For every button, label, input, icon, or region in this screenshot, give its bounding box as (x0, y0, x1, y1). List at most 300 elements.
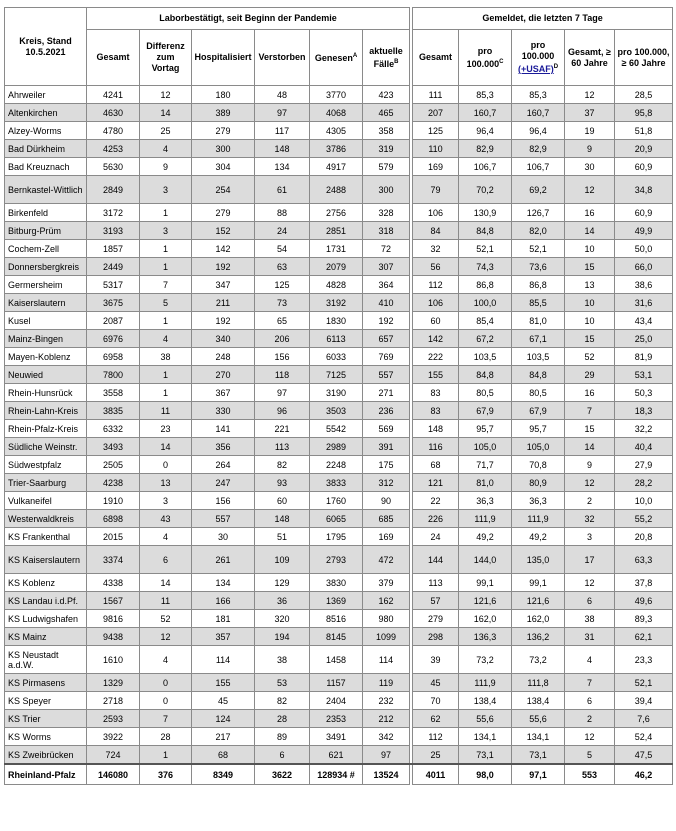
table-row (5, 746, 673, 765)
kreis-name-cell: Rhein-Pfalz-Kreis (5, 420, 87, 438)
table-row (5, 646, 673, 674)
value-cell: 12 (565, 574, 615, 592)
value-cell: 12 (565, 176, 615, 204)
value-cell: 61 (255, 176, 310, 204)
value-cell: 71,7 (459, 456, 512, 474)
value-cell: 300 (363, 176, 410, 204)
table-row (5, 140, 673, 158)
value-cell: 4 (140, 528, 192, 546)
value-cell: 3493 (87, 438, 140, 456)
value-cell: 141 (192, 420, 255, 438)
value-cell: 4 (565, 646, 615, 674)
value-cell: 1 (140, 384, 192, 402)
value-cell: 70 (413, 692, 459, 710)
table-row (5, 294, 673, 312)
value-cell: 121 (413, 474, 459, 492)
value-cell: 51 (255, 528, 310, 546)
value-cell: 103,5 (459, 348, 512, 366)
total-row (5, 764, 673, 785)
value-cell: 7 (565, 402, 615, 420)
value-cell: 37,8 (615, 574, 673, 592)
col-header-genesen: Genesen$^A$ (310, 30, 363, 86)
value-cell: 0 (140, 692, 192, 710)
value-cell: 34,8 (615, 176, 673, 204)
value-cell: 38 (255, 646, 310, 674)
value-cell: 23 (140, 420, 192, 438)
value-cell: 73,6 (512, 258, 565, 276)
value-cell: 49,2 (459, 528, 512, 546)
value-cell: 112 (413, 728, 459, 746)
value-cell: 1099 (363, 628, 410, 646)
value-cell: 4238 (87, 474, 140, 492)
value-cell: 106,7 (459, 158, 512, 176)
value-cell: 63,3 (615, 546, 673, 574)
value-cell: 7,6 (615, 710, 673, 728)
value-cell: 36,3 (459, 492, 512, 510)
kreis-name-cell: KS Koblenz (5, 574, 87, 592)
value-cell: 89,3 (615, 610, 673, 628)
value-cell: 261 (192, 546, 255, 574)
value-cell: 54 (255, 240, 310, 258)
value-cell: 52,1 (512, 240, 565, 258)
value-cell: 1 (140, 312, 192, 330)
table-row (5, 438, 673, 456)
value-cell: 24 (255, 222, 310, 240)
value-cell: 1369 (310, 592, 363, 610)
value-cell: 7 (140, 276, 192, 294)
value-cell: 579 (363, 158, 410, 176)
value-cell: 2449 (87, 258, 140, 276)
kreis-name-cell: Mainz-Bingen (5, 330, 87, 348)
value-cell: 279 (192, 204, 255, 222)
value-cell: 1329 (87, 674, 140, 692)
kreis-name-cell: KS Mainz (5, 628, 87, 646)
value-cell: 160,7 (459, 104, 512, 122)
value-cell: 116 (413, 438, 459, 456)
value-cell: 136,2 (512, 628, 565, 646)
value-cell: 6976 (87, 330, 140, 348)
value-cell: 3833 (310, 474, 363, 492)
value-cell: 97,1 (512, 764, 565, 785)
kreis-name-cell: Südliche Weinstr. (5, 438, 87, 456)
value-cell: 68 (192, 746, 255, 765)
table-row (5, 222, 673, 240)
value-cell: 79 (413, 176, 459, 204)
table-row (5, 420, 673, 438)
value-cell: 119 (363, 674, 410, 692)
value-cell: 97 (255, 384, 310, 402)
value-cell: 1760 (310, 492, 363, 510)
value-cell: 340 (192, 330, 255, 348)
value-cell: 6898 (87, 510, 140, 528)
value-cell: 279 (413, 610, 459, 628)
value-cell: 221 (255, 420, 310, 438)
table-row (5, 592, 673, 610)
value-cell: 28,5 (615, 86, 673, 104)
value-cell: 57 (413, 592, 459, 610)
value-cell: 105,0 (512, 438, 565, 456)
value-cell: 4305 (310, 122, 363, 140)
value-cell: 52,1 (459, 240, 512, 258)
kreis-name-cell: Alzey-Worms (5, 122, 87, 140)
kreis-name-cell: Birkenfeld (5, 204, 87, 222)
value-cell: 27,9 (615, 456, 673, 474)
value-cell: 66,0 (615, 258, 673, 276)
kreis-name-cell: Donnersbergkreis (5, 258, 87, 276)
value-cell: 318 (363, 222, 410, 240)
value-cell: 175 (363, 456, 410, 474)
value-cell: 20,9 (615, 140, 673, 158)
value-cell: 3835 (87, 402, 140, 420)
value-cell: 5 (140, 294, 192, 312)
value-cell: 181 (192, 610, 255, 628)
value-cell: 304 (192, 158, 255, 176)
value-cell: 70,8 (512, 456, 565, 474)
value-cell: 3374 (87, 546, 140, 574)
value-cell: 557 (192, 510, 255, 528)
value-cell: 270 (192, 366, 255, 384)
value-cell: 121,6 (512, 592, 565, 610)
value-cell: 980 (363, 610, 410, 628)
value-cell: 6332 (87, 420, 140, 438)
value-cell: 110 (413, 140, 459, 158)
value-cell: 3172 (87, 204, 140, 222)
value-cell: 376 (140, 764, 192, 785)
value-cell: 4828 (310, 276, 363, 294)
value-cell: 4241 (87, 86, 140, 104)
kreis-name-cell: KS Landau i.d.Pf. (5, 592, 87, 610)
value-cell: 121,6 (459, 592, 512, 610)
table-row (5, 312, 673, 330)
value-cell: 169 (413, 158, 459, 176)
value-cell: 2404 (310, 692, 363, 710)
value-cell: 3 (565, 528, 615, 546)
value-cell: 83 (413, 402, 459, 420)
table-row (5, 276, 673, 294)
value-cell: 38,6 (615, 276, 673, 294)
kreis-name-cell: Südwestpfalz (5, 456, 87, 474)
value-cell: 410 (363, 294, 410, 312)
value-cell: 2 (565, 710, 615, 728)
value-cell: 6033 (310, 348, 363, 366)
col-header-pro-100000-60-jahre: pro 100.000, ≥ 60 Jahre (615, 30, 673, 86)
value-cell: 73 (255, 294, 310, 312)
col-header-gesamt: Gesamt (87, 30, 140, 86)
value-cell: 97 (363, 746, 410, 765)
kreis-name-cell: Rheinland-Pfalz (5, 764, 87, 785)
value-cell: 45 (192, 692, 255, 710)
value-cell: 50,3 (615, 384, 673, 402)
value-cell: 10,0 (615, 492, 673, 510)
value-cell: 152 (192, 222, 255, 240)
value-cell: 28 (255, 710, 310, 728)
value-cell: 3922 (87, 728, 140, 746)
value-cell: 279 (192, 122, 255, 140)
value-cell: 95,7 (459, 420, 512, 438)
value-cell: 148 (255, 140, 310, 158)
value-cell: 15 (565, 258, 615, 276)
value-cell: 169 (363, 528, 410, 546)
table-row (5, 258, 673, 276)
value-cell: 320 (255, 610, 310, 628)
kreis-name-cell: KS Trier (5, 710, 87, 728)
value-cell: 1731 (310, 240, 363, 258)
value-cell: 1795 (310, 528, 363, 546)
value-cell: 247 (192, 474, 255, 492)
value-cell: 65 (255, 312, 310, 330)
value-cell: 192 (192, 258, 255, 276)
value-cell: 13 (565, 276, 615, 294)
kreis-name-cell: Bernkastel-Wittlich (5, 176, 87, 204)
value-cell: 53 (255, 674, 310, 692)
value-cell: 25 (413, 746, 459, 765)
value-cell: 73,2 (512, 646, 565, 674)
value-cell: 192 (363, 312, 410, 330)
value-cell: 1 (140, 258, 192, 276)
value-cell: 32,2 (615, 420, 673, 438)
value-cell: 144,0 (459, 546, 512, 574)
value-cell: 2488 (310, 176, 363, 204)
value-cell: 391 (363, 438, 410, 456)
value-cell: 48 (255, 86, 310, 104)
value-cell: 69,2 (512, 176, 565, 204)
value-cell: 52,1 (615, 674, 673, 692)
value-cell: 25,0 (615, 330, 673, 348)
value-cell: 2793 (310, 546, 363, 574)
table-row (5, 492, 673, 510)
value-cell: 2353 (310, 710, 363, 728)
value-cell: 160,7 (512, 104, 565, 122)
value-cell: 85,4 (459, 312, 512, 330)
group-header-gemeldet-7-tage: Gemeldet, die letzten 7 Tage (413, 8, 673, 30)
value-cell: 125 (255, 276, 310, 294)
value-cell: 126,7 (512, 204, 565, 222)
value-cell: 62 (413, 710, 459, 728)
value-cell: 82,0 (512, 222, 565, 240)
value-cell: 6 (140, 546, 192, 574)
value-cell: 36,3 (512, 492, 565, 510)
value-cell: 40,4 (615, 438, 673, 456)
value-cell: 9 (140, 158, 192, 176)
value-cell: 12 (565, 86, 615, 104)
table-row (5, 176, 673, 204)
value-cell: 60,9 (615, 158, 673, 176)
value-cell: 80,5 (512, 384, 565, 402)
table-row (5, 348, 673, 366)
value-cell: 2989 (310, 438, 363, 456)
value-cell: 212 (363, 710, 410, 728)
value-cell: 80,9 (512, 474, 565, 492)
value-cell: 84 (413, 222, 459, 240)
value-cell: 657 (363, 330, 410, 348)
value-cell: 1458 (310, 646, 363, 674)
value-cell: 99,1 (512, 574, 565, 592)
value-cell: 3193 (87, 222, 140, 240)
value-cell: 557 (363, 366, 410, 384)
value-cell: 1 (140, 204, 192, 222)
value-cell: 39,4 (615, 692, 673, 710)
value-cell: 9 (565, 140, 615, 158)
kreis-name-cell: Ahrweiler (5, 86, 87, 104)
value-cell: 148 (413, 420, 459, 438)
value-cell: 3622 (255, 764, 310, 785)
value-cell: 106,7 (512, 158, 565, 176)
table-row (5, 510, 673, 528)
value-cell: 1 (140, 366, 192, 384)
value-cell: 142 (413, 330, 459, 348)
table-row (5, 384, 673, 402)
table-row (5, 240, 673, 258)
value-cell: 5317 (87, 276, 140, 294)
value-cell: 3 (140, 492, 192, 510)
kreis-name-cell: Kusel (5, 312, 87, 330)
value-cell: 55,6 (512, 710, 565, 728)
value-cell: 11 (140, 592, 192, 610)
value-cell: 14 (565, 222, 615, 240)
col-header-pro-100000-usaf: pro 100.000 (+USAF)$^D$ (512, 30, 565, 86)
value-cell: 25 (140, 122, 192, 140)
table-row (5, 122, 673, 140)
kreis-name-cell: Bad Dürkheim (5, 140, 87, 158)
value-cell: 36 (255, 592, 310, 610)
value-cell: 472 (363, 546, 410, 574)
value-cell: 6113 (310, 330, 363, 348)
value-cell: 62,1 (615, 628, 673, 646)
value-cell: 97 (255, 104, 310, 122)
table-row (5, 456, 673, 474)
value-cell: 96,4 (512, 122, 565, 140)
col-header-pro-100000: pro $100.000^C$ (459, 30, 512, 86)
group-header-laborbestaetigt: Laborbestätigt, seit Beginn der Pandemie (87, 8, 410, 30)
value-cell: 46,2 (615, 764, 673, 785)
value-cell: 312 (363, 474, 410, 492)
value-cell: 2718 (87, 692, 140, 710)
value-cell: 113 (255, 438, 310, 456)
value-cell: 298 (413, 628, 459, 646)
value-cell: 28 (140, 728, 192, 746)
value-cell: 47,5 (615, 746, 673, 765)
value-cell: 90 (363, 492, 410, 510)
value-cell: 207 (413, 104, 459, 122)
value-cell: 8349 (192, 764, 255, 785)
value-cell: 4338 (87, 574, 140, 592)
value-cell: 14 (140, 438, 192, 456)
value-cell: 112 (413, 276, 459, 294)
value-cell: 85,3 (512, 86, 565, 104)
value-cell: 96,4 (459, 122, 512, 140)
table-row (5, 204, 673, 222)
value-cell: 43,4 (615, 312, 673, 330)
value-cell: 4 (140, 330, 192, 348)
value-cell: 357 (192, 628, 255, 646)
value-cell: 100,0 (459, 294, 512, 312)
value-cell: 10 (565, 312, 615, 330)
value-cell: 162,0 (512, 610, 565, 628)
value-cell: 74,3 (459, 258, 512, 276)
value-cell: 86,8 (512, 276, 565, 294)
value-cell: 7 (565, 674, 615, 692)
value-cell: 9816 (87, 610, 140, 628)
value-cell: 156 (255, 348, 310, 366)
value-cell: 192 (192, 312, 255, 330)
value-cell: 52 (565, 348, 615, 366)
value-cell: 1 (140, 746, 192, 765)
table-row (5, 610, 673, 628)
value-cell: 4068 (310, 104, 363, 122)
value-cell: 14 (565, 438, 615, 456)
kreis-stand-header: Kreis, Stand 10.5.2021 (5, 8, 87, 86)
value-cell: 31,6 (615, 294, 673, 312)
value-cell: 67,2 (459, 330, 512, 348)
value-cell: 2849 (87, 176, 140, 204)
value-cell: 106 (413, 294, 459, 312)
kreis-name-cell: KS Worms (5, 728, 87, 746)
value-cell: 86,8 (459, 276, 512, 294)
value-cell: 50,0 (615, 240, 673, 258)
value-cell: 569 (363, 420, 410, 438)
value-cell: 423 (363, 86, 410, 104)
value-cell: 8145 (310, 628, 363, 646)
value-cell: 38 (565, 610, 615, 628)
value-cell: 82,9 (459, 140, 512, 158)
value-cell: 22 (413, 492, 459, 510)
value-cell: 166 (192, 592, 255, 610)
value-cell: 95,7 (512, 420, 565, 438)
value-cell: 1610 (87, 646, 140, 674)
table-row (5, 710, 673, 728)
value-cell: 4780 (87, 122, 140, 140)
value-cell: 81,9 (615, 348, 673, 366)
value-cell: 89 (255, 728, 310, 746)
value-cell: 129 (255, 574, 310, 592)
value-cell: 4011 (413, 764, 459, 785)
table-row (5, 528, 673, 546)
value-cell: 553 (565, 764, 615, 785)
value-cell: 465 (363, 104, 410, 122)
value-cell: 96 (255, 402, 310, 420)
value-cell: 49,6 (615, 592, 673, 610)
value-cell: 113 (413, 574, 459, 592)
value-cell: 45 (413, 674, 459, 692)
value-cell: 111,9 (459, 674, 512, 692)
value-cell: 32 (565, 510, 615, 528)
table-row (5, 474, 673, 492)
value-cell: 134 (255, 158, 310, 176)
value-cell: 111,9 (512, 510, 565, 528)
value-cell: 73,2 (459, 646, 512, 674)
value-cell: 194 (255, 628, 310, 646)
value-cell: 1857 (87, 240, 140, 258)
value-cell: 68 (413, 456, 459, 474)
value-cell: 114 (363, 646, 410, 674)
value-cell: 144 (413, 546, 459, 574)
value-cell: 3786 (310, 140, 363, 158)
value-cell: 67,1 (512, 330, 565, 348)
value-cell: 19 (565, 122, 615, 140)
value-cell: 39 (413, 646, 459, 674)
col-header-differenz: Differenz zum Vortag (140, 30, 192, 86)
value-cell: 254 (192, 176, 255, 204)
value-cell: 73,1 (459, 746, 512, 765)
value-cell: 146080 (87, 764, 140, 785)
value-cell: 14 (140, 574, 192, 592)
kreis-name-cell: Mayen-Koblenz (5, 348, 87, 366)
kreis-name-cell: KS Kaiserslautern (5, 546, 87, 574)
kreis-name-cell: Neuwied (5, 366, 87, 384)
value-cell: 60,9 (615, 204, 673, 222)
value-cell: 82 (255, 456, 310, 474)
value-cell: 180 (192, 86, 255, 104)
